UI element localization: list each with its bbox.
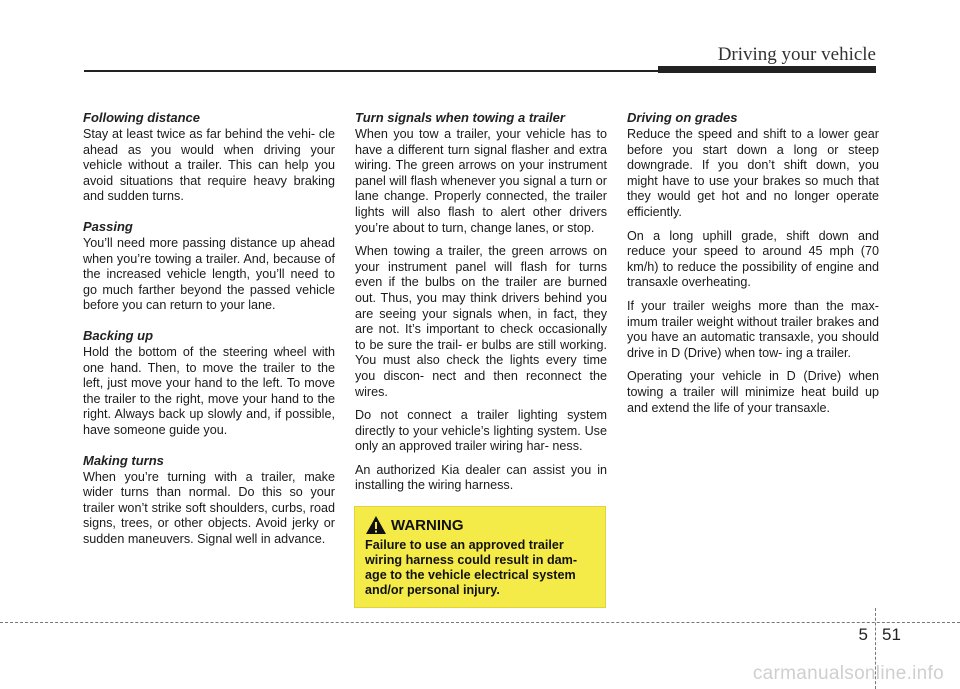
- column-3: [627, 110, 879, 430]
- warning-box: [354, 506, 606, 608]
- section-passing: [83, 219, 335, 314]
- section-heading: Passing: [83, 218, 133, 234]
- paragraph: Hold the bottom of the steering wheel with one hand. Then, to move the trailer to the left, just move your hand to the left. To move the trailer to the right, move your hand to the right. Always back up slowly and, if possible, have someone guide you.: [83, 344, 335, 437]
- column-2: [355, 110, 607, 508]
- chapter-number: 5: [858, 625, 868, 644]
- section-heading: Following distance: [83, 110, 201, 125]
- section-driving-on-grades: [627, 110, 879, 416]
- paragraph: You’ll need more passing distance up ahead when you’re towing a trailer. And, because of the increased vehicle length, you’ll need to go much farther beyond the passed vehicle before you can return to your lane.: [83, 235, 335, 313]
- paragraph: When you tow a trailer, your vehicle has to have a different turn signal flasher and extra wiring. The green arrows on your instrument panel will flash whenever you signal a turn or lane change. Properly connected, the trailer lights will also flash to alert other drivers you’re about to turn, change lanes, or stop.: [355, 127, 607, 235]
- footer-divider: [0, 622, 960, 623]
- paragraph: Reduce the speed and shift to a lower gear before you start down a long or steep downgrade. If you don’t shift down, you might have to use your brakes so much that they would get hot and no longer operate efficiently.: [627, 127, 879, 219]
- section-making-turns: [83, 453, 335, 548]
- paragraph: An authorized Kia dealer can assist you in installing the wiring harness.: [355, 462, 607, 493]
- header-rule-thick: [658, 66, 876, 73]
- header-rule: [84, 70, 658, 72]
- page-number: 51: [882, 625, 901, 644]
- paragraph: Do not connect a trailer lighting system directly to your vehicle’s lighting system. Use only an approved trailer wiring har- ness.: [355, 408, 607, 454]
- section-heading: Turn signals when towing a trailer: [355, 110, 565, 125]
- paragraph: When you’re turning with a trailer, make wider turns than normal. Do this so your trailer won’t strike soft shoulders, curbs, road signs, trees, or other objects. Avoid jerky or sudden maneuvers. Signal well in advance.: [83, 469, 335, 546]
- section-heading: Backing up: [83, 327, 154, 343]
- paragraph: On a long uphill grade, shift down and reduce your speed to around 45 mph (70 km/h) to reduce the possibility of engine and transaxle overheating.: [627, 228, 879, 290]
- paragraph: Operating your vehicle in D (Drive) when towing a trailer will minimize heat build up and extend the life of your transaxle.: [627, 369, 879, 415]
- watermark: carmanualsonline.info: [752, 663, 944, 684]
- warning-title: WARNING: [391, 516, 464, 534]
- section-heading: Driving on grades: [627, 110, 738, 125]
- section-following-distance: [83, 110, 335, 205]
- warning-header: [365, 515, 595, 535]
- warning-triangle-icon: [365, 515, 387, 535]
- header-title: Driving your vehicle: [717, 44, 876, 65]
- column-1: [83, 110, 335, 561]
- paragraph: When towing a trailer, the green arrows on your instrument panel will flash for turns even if the bulbs on the trailer are burned out. Thus, you may think drivers behind you are seeing your signals when, in fact, they are not. It’s important to check occasionally to be sure the trail- er bulbs are still working. You must also check the lights every time you discon- nect and then reconnect the wires.: [355, 244, 607, 399]
- section-backing-up: [83, 328, 335, 439]
- paragraph: If your trailer weighs more than the max- imum trailer weight without trailer brakes and you have an automatic transaxle, you should drive in D (Drive) when tow- ing a trailer.: [627, 298, 879, 360]
- section-heading: Making turns: [83, 452, 164, 468]
- paragraph: Stay at least twice as far behind the vehi- cle ahead as you would when driving your vehicle without a trailer. This can help you avoid situations that require heavy braking and sudden turns.: [83, 127, 335, 204]
- warning-text: Failure to use an approved trailer wiring harness could result in dam- age to the vehicle electrical system and/or personal injury.: [365, 538, 578, 597]
- section-turn-signals: [355, 110, 607, 494]
